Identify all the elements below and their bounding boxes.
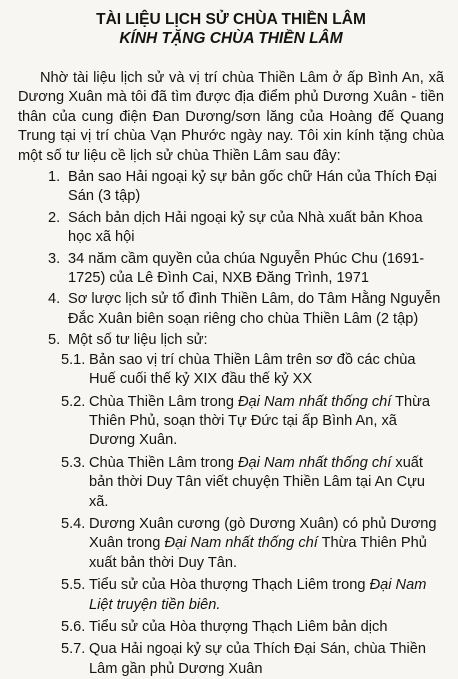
sub-list-item [18, 618, 444, 637]
list-item-text: Bản sao Hải ngoại kỷ sự bản gốc chữ Hán của Thích Đại Sán (3 tập) [68, 169, 437, 205]
sub-item-text: Dương Xuân cương (gò Dương Xuân) có phủ Dương Xuân trong [89, 515, 437, 552]
list-item [18, 209, 444, 248]
sub-item-text: Qua Hải ngoại kỷ sự của Thích Đại Sán, chùa Thiền Lâm gần phủ Dương Xuân [89, 641, 426, 677]
sub-item-text: Chùa Thiền Lâm trong [89, 393, 239, 410]
title-line-1: TÀI LIỆU LỊCH SỬ CHÙA THIỀN LÂM [96, 11, 366, 28]
document-title [18, 10, 444, 48]
sub-item-text-cont: xuất bản thời Duy Tân viết chuyện Thiền Lâm tại An Cựu xã. [89, 454, 425, 510]
sub-item-text-cont: Thừa Thiên Phủ xuất bản thời Duy Tân. [89, 535, 427, 571]
list-item [18, 168, 444, 207]
sub-item-number: 5.7. [61, 641, 86, 658]
sub-item-book-title: Đại Nam Liệt truyện tiền biên. [89, 577, 427, 613]
list-item-text: Sơ lược lịch sử tổ đình Thiền Lâm, do Tâm Hằng Nguyễn Đắc Xuân biên soạn riêng cho chùa Thiền Lâm (2 tập) [68, 291, 441, 327]
sub-item-text: Tiểu sử của Hòa thượng Thạch Liêm bản dịch [89, 618, 388, 635]
list-item-number: 1. [48, 169, 61, 186]
list-item-number: 5. [48, 332, 61, 349]
sub-list [61, 351, 444, 679]
sub-list-item [18, 576, 444, 615]
sub-list-item [18, 454, 444, 512]
list-item-text: 34 năm cầm quyền của chúa Nguyễn Phúc Chu (1691-1725) của Lê Đình Cai, NXB Đăng Trình, 1971 [68, 250, 425, 287]
list-item [18, 250, 444, 289]
sub-item-book-title: Đại Nam nhất thống chí [238, 454, 392, 471]
list-item-text: Một số tư liệu lịch sử: [68, 332, 208, 349]
sub-item-text: Tiểu sử của Hòa thượng Thạch Liêm trong [89, 577, 370, 594]
sub-item-text-cont: Thừa Thiên Phủ, soạn thời Tự Đức tại ấp Bình An, xã Dương Xuân. [89, 393, 431, 449]
sub-list-item [18, 640, 444, 679]
list-item-number: 2. [48, 209, 61, 226]
document-list [18, 168, 444, 679]
sub-list-item [18, 393, 444, 451]
sub-list-item [18, 515, 444, 573]
sub-item-number: 5.2. [61, 393, 86, 410]
sub-item-number: 5.1. [61, 351, 86, 368]
list-item [18, 290, 444, 329]
sub-item-number: 5.6. [61, 618, 86, 635]
list-item-number: 4. [48, 291, 61, 308]
sub-item-text: Chùa Thiền Lâm trong [89, 454, 239, 471]
sub-item-book-title: Đại Nam nhất thống chí [164, 535, 318, 552]
sub-item-number: 5.3. [61, 454, 86, 471]
intro-paragraph: Nhờ tài liệu lịch sử và vị trí chùa Thiền Lâm ở ấp Bình An, xã Dương Xuân mà tôi đã tìm được địa điểm phủ Dương Xuân - tiền thân của cung điện Đan Dương/sơn lăng của Hoàng đế Quang Trung tại vị trí chùa Vạn Phước ngày nay. Tôi xin kính tặng chùa một số tư liệu cề lịch sử chùa Thiền Lâm sau đây: [18, 70, 444, 164]
list-item-number: 3. [48, 250, 61, 267]
sub-item-number: 5.5. [61, 577, 86, 594]
title-line-2: KÍNH TẶNG CHÙA THIỀN LÂM [119, 30, 343, 47]
sub-item-book-title: Đại Nam nhất thống chí [238, 393, 392, 410]
list-item [18, 331, 444, 679]
sub-item-text: Bản sao vị trí chùa Thiền Lâm trên sơ đồ các chùa Huế cuối thế kỷ XIX đầu thế kỷ XX [89, 351, 416, 388]
sub-list-item [18, 351, 444, 390]
sub-item-number: 5.4. [61, 515, 86, 532]
list-item-text: Sách bản dịch Hải ngoại kỷ sự của Nhà xuất bản Khoa học xã hội [68, 209, 423, 246]
